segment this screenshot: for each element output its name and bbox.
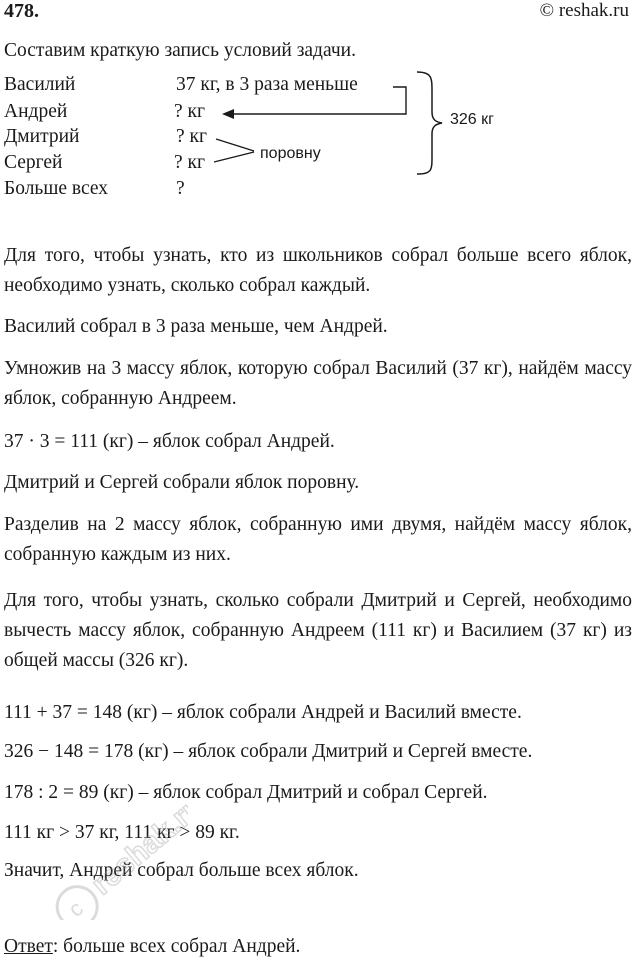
record-value-sergey: ? кг: [174, 152, 206, 173]
expression-4: 178 : 2 = 89 (кг) – яблок собрал Дмитрий и собрал Сергей.: [4, 782, 488, 803]
conclusion: Значит, Андрей собрал больше всех яблок.: [4, 860, 359, 881]
site-credit: © reshak.ru: [539, 0, 629, 21]
solution-line-2: Василий собрал в 3 раза меньше, чем Андрей.: [4, 316, 388, 337]
record-diagram: [0, 0, 635, 220]
solution-paragraph-7: Для того, чтобы узнать, сколько собрали Дмитрий и Сергей, необходимо вычесть массу яблок, собранную Андреем (111 кг) и Василием (37 кг) из общей массы (326 кг).: [4, 590, 632, 671]
comparison: 111 кг > 37 кг, 111 кг > 89 кг.: [4, 822, 240, 843]
task-number: 478.: [4, 0, 39, 22]
solution-line-5: Дмитрий и Сергей собрали яблок поровну.: [4, 472, 360, 493]
intro-text: Составим краткую запись условий задачи.: [4, 40, 356, 61]
watermark: [18, 790, 188, 920]
record-value-vasily: 37 кг, в 3 раза меньше: [176, 74, 358, 95]
curly-brace: [417, 72, 442, 174]
expression-3: 326 − 148 = 178 (кг) – яблок собрали Дмитрий и Сергей вместе.: [4, 741, 533, 762]
answer-text: : больше всех собрал Андрей.: [52, 936, 301, 957]
expression-1: 37 · 3 = 111 (кг) – яблок собрал Андрей.: [4, 431, 335, 452]
record-name-most: Больше всех: [4, 178, 108, 199]
solution-paragraph-3: Умножив на 3 массу яблок, которую собрал Василий (37 кг), найдём массу яблок, собранную Андреем.: [4, 358, 632, 409]
svg-text:c: c: [63, 895, 88, 920]
record-name-vasily: Василий: [4, 74, 76, 95]
record-name-dmitry: Дмитрий: [4, 126, 80, 147]
expression-2: 111 + 37 = 148 (кг) – яблок собрали Андрей и Василий вместе.: [4, 702, 522, 723]
total-label: 326 кг: [450, 111, 494, 128]
arrow-vasily-andrey: [222, 87, 406, 119]
record-value-andrey: ? кг: [174, 101, 206, 122]
solution-paragraph-6: Разделив на 2 массу яблок, собранную ими двумя, найдём массу яблок, собранную каждым из них.: [4, 514, 632, 565]
equally-label: поровну: [260, 145, 321, 162]
record-name-sergey: Сергей: [4, 152, 63, 173]
record-value-most: ?: [176, 178, 185, 199]
record-value-dmitry: ? кг: [176, 126, 208, 147]
answer: [4, 936, 300, 958]
equally-lines: [214, 139, 254, 162]
solution-paragraph-1: Для того, чтобы узнать, кто из школьников собрал больше всего яблок, необходимо узнать, сколько собрал каждый.: [4, 245, 632, 296]
answer-label: Ответ: [4, 936, 53, 957]
record-name-andrey: Андрей: [4, 101, 68, 122]
watermark-text: reshak.ru: [85, 790, 188, 902]
